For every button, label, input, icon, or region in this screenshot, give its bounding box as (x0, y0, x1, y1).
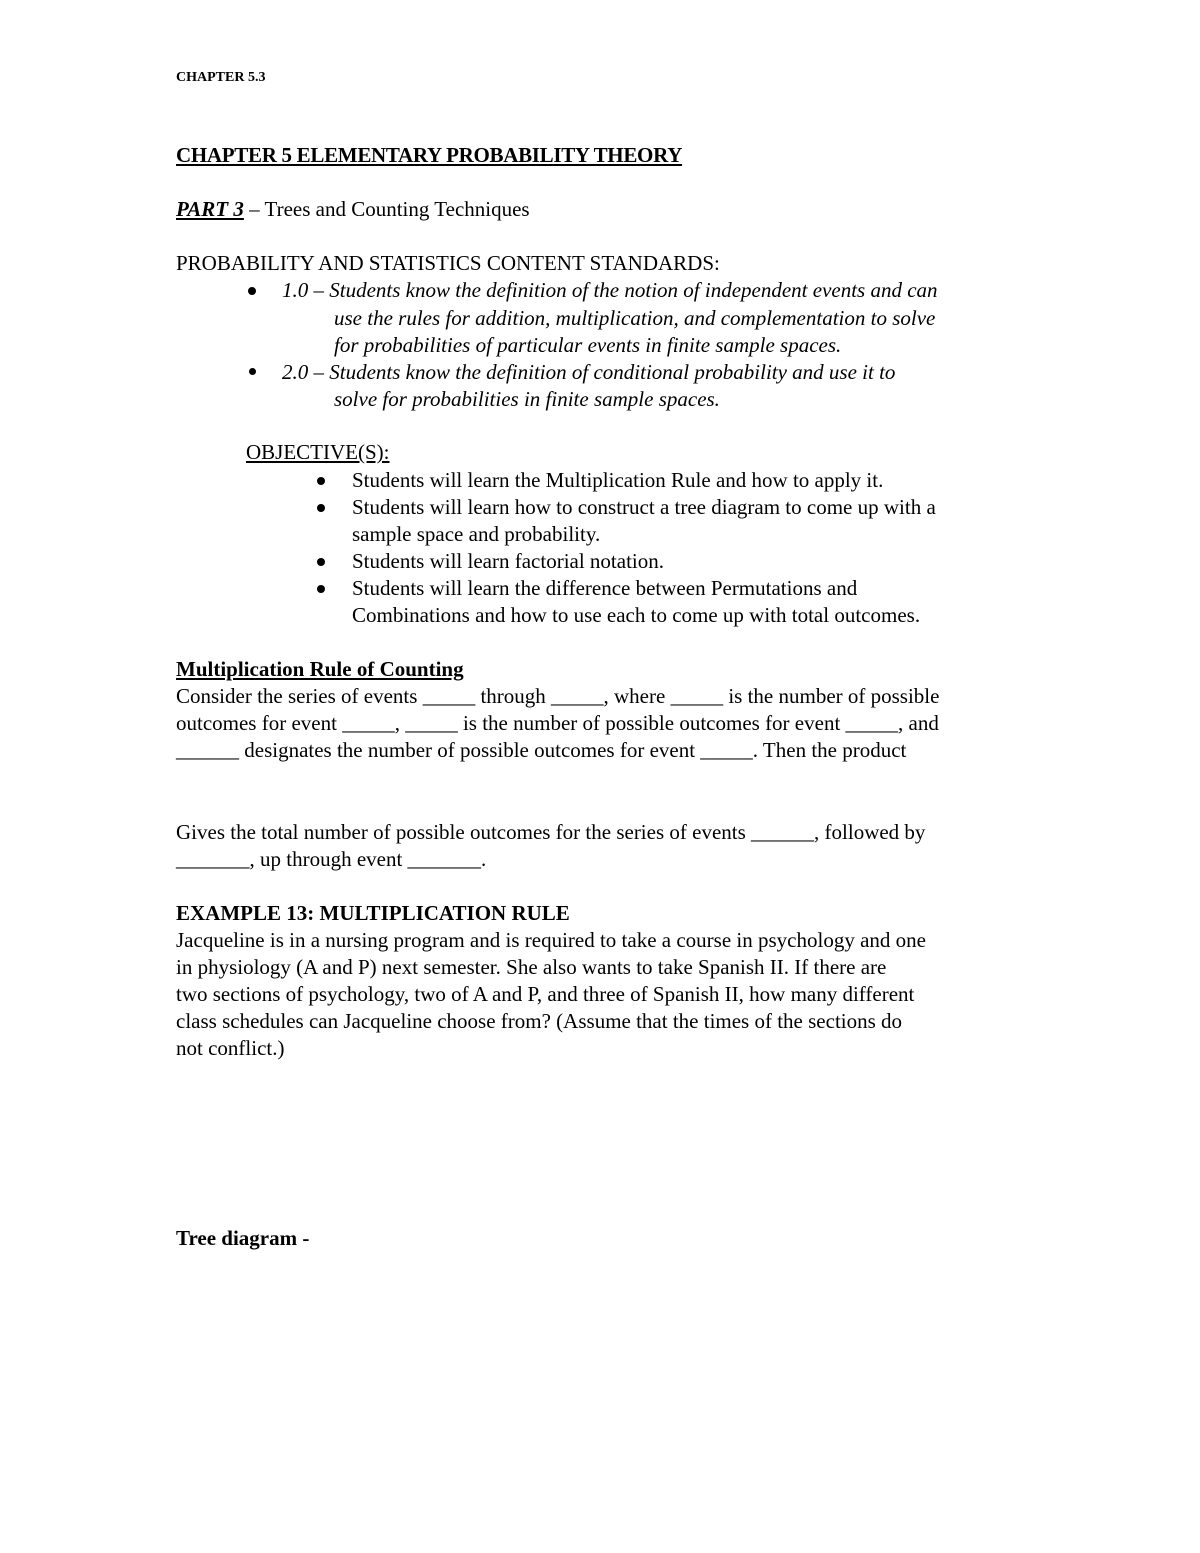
objective-1-line-1: Students will learn the Multiplication Rule and how to apply it. (352, 468, 884, 492)
multiplication-rule-after-line-2: _______, up through event _______. (176, 847, 487, 871)
bullet-icon (317, 477, 325, 485)
multiplication-rule-line-2: outcomes for event _____, _____ is the number of possible outcomes for event _____, and (176, 711, 939, 735)
bullet-icon (317, 504, 325, 512)
standard-1-line-3: for probabilities of particular events in finite sample spaces. (334, 333, 842, 357)
objective-4-line-2: Combinations and how to use each to come up with total outcomes. (352, 603, 921, 627)
example-heading: EXAMPLE 13: MULTIPLICATION RULE (176, 901, 570, 925)
standard-2-line-2: solve for probabilities in finite sample spaces. (334, 387, 720, 411)
objective-2-line-2: sample space and probability. (352, 522, 601, 546)
part-line (176, 197, 530, 222)
bullet-icon (249, 368, 256, 375)
multiplication-rule-line-3: ______ designates the number of possible outcomes for event _____. Then the product (176, 738, 907, 762)
example-line-1: Jacqueline is in a nursing program and is required to take a course in psychology and one (176, 928, 926, 952)
standard-2-line-1: 2.0 – Students know the definition of conditional probability and use it to (282, 360, 896, 384)
bullet-icon (248, 287, 256, 295)
example-line-3: two sections of psychology, two of A and P, and three of Spanish II, how many different (176, 982, 915, 1006)
tree-diagram-label: Tree diagram - (176, 1226, 310, 1250)
multiplication-rule-line-1: Consider the series of events _____ through _____, where _____ is the number of possible (176, 684, 940, 708)
example-line-2: in physiology (A and P) next semester. She also wants to take Spanish II. If there are (176, 955, 887, 979)
bullet-icon (317, 585, 325, 593)
multiplication-rule-after-line-1: Gives the total number of possible outcomes for the series of events ______, followed by (176, 820, 926, 844)
standard-1-line-2: use the rules for addition, multiplication, and complementation to solve (334, 306, 936, 330)
bullet-icon (317, 558, 325, 566)
objective-2-line-1: Students will learn how to construct a tree diagram to come up with a (352, 495, 936, 519)
part-title: – Trees and Counting Techniques (243, 197, 530, 221)
multiplication-rule-heading: Multiplication Rule of Counting (176, 657, 464, 681)
objectives-heading: OBJECTIVE(S): (246, 440, 390, 464)
standard-1-line-1: 1.0 – Students know the definition of the notion of independent events and can (282, 278, 938, 302)
part-label: PART 3 (176, 197, 244, 221)
objective-4-line-1: Students will learn the difference between Permutations and (352, 576, 858, 600)
example-line-5: not conflict.) (176, 1036, 285, 1060)
example-line-4: class schedules can Jacqueline choose from? (Assume that the times of the sections do (176, 1009, 903, 1033)
objective-3-line-1: Students will learn factorial notation. (352, 549, 665, 573)
chapter-title: CHAPTER 5 ELEMENTARY PROBABILITY THEORY (176, 143, 683, 167)
standards-heading: PROBABILITY AND STATISTICS CONTENT STANDARDS: (176, 251, 720, 275)
page-header: CHAPTER 5.3 (176, 70, 266, 85)
